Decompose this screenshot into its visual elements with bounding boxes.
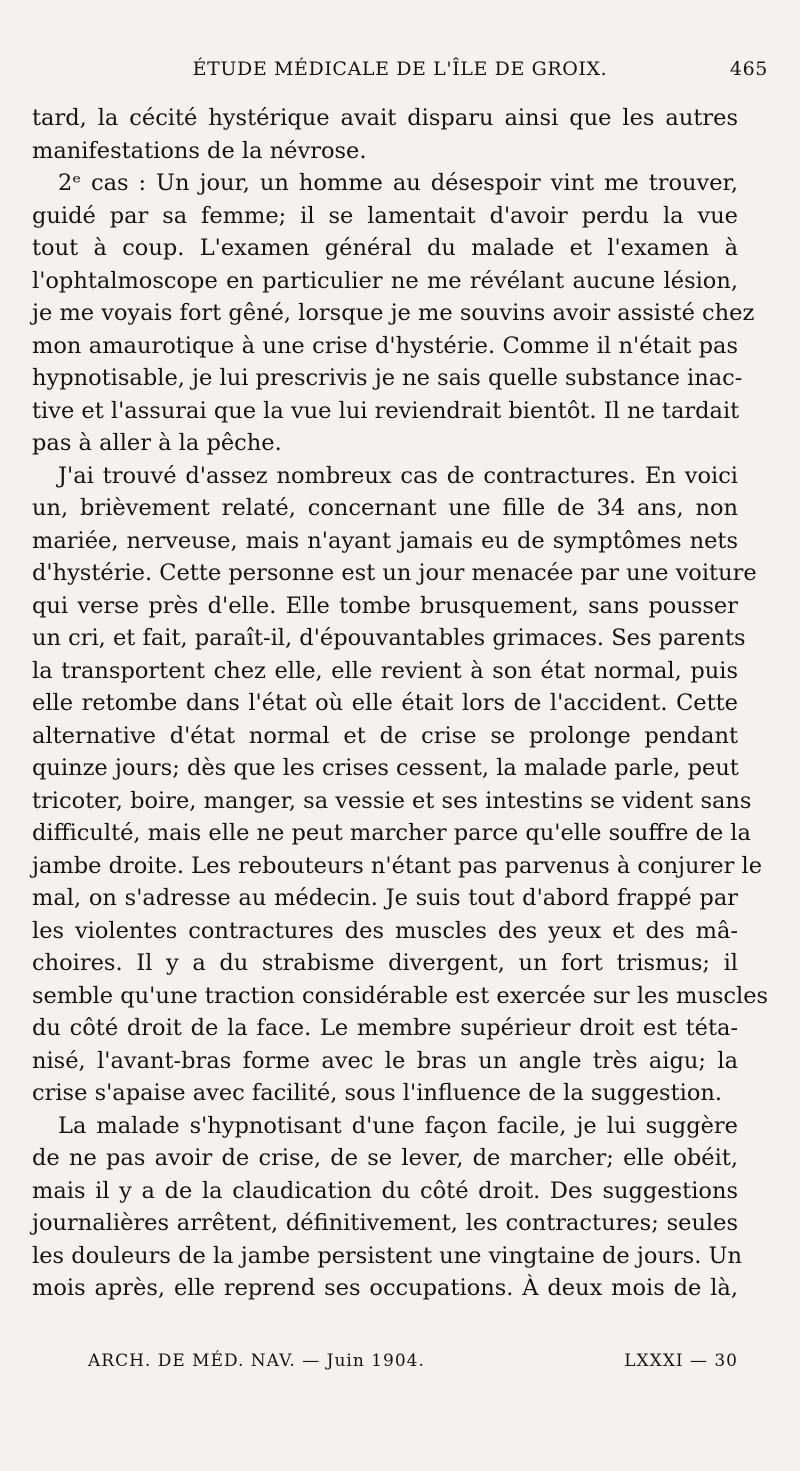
text-line: jambe droite. Les rebouteurs n'étant pas parvenus à conjurer le xyxy=(32,852,763,879)
text-line: difficulté, mais elle ne peut marcher parce qu'elle souffre de la xyxy=(32,820,751,846)
text-line: choires. Il y a du strabisme divergent, un fort trismus; il xyxy=(32,950,738,976)
text-line: un cri, et fait, paraît-il, d'épouvantables grimaces. Ses parents xyxy=(32,625,746,651)
text-line: je me voyais fort gêné, lorsque je me souvins avoir assisté chez xyxy=(32,300,755,326)
text-line: de ne pas avoir de crise, de se lever, de marcher; elle obéit, xyxy=(32,1145,738,1171)
text-line: du côté droit de la face. Le membre supérieur droit est téta- xyxy=(32,1015,738,1041)
text-line: La malade s'hypnotisant d'une façon facile, je lui suggère xyxy=(58,1112,738,1139)
text-line: mais il y a de la claudication du côté droit. Des suggestions xyxy=(32,1177,738,1204)
running-title: ÉTUDE MÉDICALE DE L'ÎLE DE GROIX. xyxy=(192,58,608,80)
text-line: les douleurs de la jambe persistent une vingtaine de jours. Un xyxy=(32,1242,742,1269)
text-line: d'hystérie. Cette personne est un jour menacée par une voiture xyxy=(32,560,757,586)
footer xyxy=(88,1351,738,1379)
text-line: manifestations de la névrose. xyxy=(32,137,367,164)
text-line: tard, la cécité hystérique avait disparu ainsi que les autres xyxy=(32,105,738,131)
text-line: elle retombe dans l'état où elle était lors de l'accident. Cette xyxy=(32,690,738,716)
text-line: hypnotisable, je lui prescrivis je ne sais quelle substance inac- xyxy=(32,365,743,391)
text-line: les violentes contractures des muscles des yeux et des mâ- xyxy=(32,917,738,944)
text-line: J'ai trouvé d'assez nombreux cas de contractures. En voici xyxy=(58,462,738,489)
text-line: tive et l'assurai que la vue lui reviendrait bientôt. Il ne tardait xyxy=(32,397,740,424)
text-line: mois après, elle reprend ses occupations. À deux mois de là, xyxy=(32,1275,738,1301)
text-line: tricoter, boire, manger, sa vessie et ses intestins se vident sans xyxy=(32,787,752,814)
text-line: alternative d'état normal et de crise se prolonge pendant xyxy=(32,722,738,749)
body-text xyxy=(32,102,769,1305)
text-line: crise s'apaise avec facilité, sous l'influence de la suggestion. xyxy=(32,1080,723,1106)
running-header xyxy=(32,58,768,88)
text-line: tout à coup. L'examen général du malade et l'examen à xyxy=(32,235,738,261)
text-line: journalières arrêtent, définitivement, les contractures; seules xyxy=(32,1210,738,1236)
page-number: 465 xyxy=(729,58,768,80)
text-line: quinze jours; dès que les crises cessent, la malade parle, peut xyxy=(32,755,739,781)
signature-mark: LXXXI — 30 xyxy=(624,1351,738,1371)
text-line: un, brièvement relaté, concernant une fille de 34 ans, non xyxy=(32,495,738,521)
text-line: guidé par sa femme; il se lamentait d'avoir perdu la vue xyxy=(32,202,738,229)
text-line: 2ᵉ cas : Un jour, un homme au désespoir vint me trouver, xyxy=(58,170,738,196)
text-line: semble qu'une traction considérable est exercée sur les muscles xyxy=(32,982,769,1009)
text-line: mariée, nerveuse, mais n'ayant jamais eu de symptômes nets xyxy=(32,527,738,554)
journal-citation: ARCH. DE MÉD. NAV. — Juin 1904. xyxy=(88,1351,425,1371)
text-line: pas à aller à la pêche. xyxy=(32,430,282,456)
text-line: la transportent chez elle, elle revient à son état normal, puis xyxy=(32,657,738,684)
text-line: l'ophtalmoscope en particulier ne me révélant aucune lésion, xyxy=(32,267,738,294)
text-line: mon amaurotique à une crise d'hystérie. Comme il n'était pas xyxy=(32,332,738,359)
text-line: mal, on s'adresse au médecin. Je suis tout d'abord frappé par xyxy=(32,885,738,911)
text-line: qui verse près d'elle. Elle tombe brusquement, sans pousser xyxy=(32,592,738,619)
text-line: nisé, l'avant-bras forme avec le bras un angle très aigu; la xyxy=(32,1047,738,1074)
